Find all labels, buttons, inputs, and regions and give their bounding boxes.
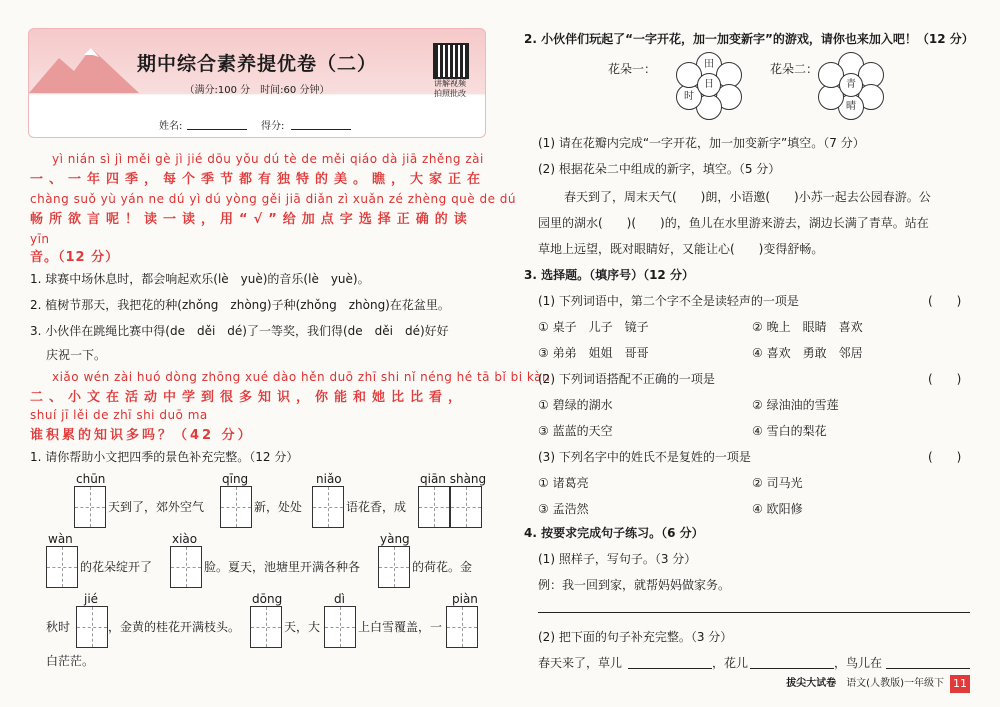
score-field[interactable] [291, 117, 351, 130]
char-box-qian[interactable] [418, 486, 450, 528]
passage-text: 上白雪覆盖，一 [358, 620, 443, 634]
q4-title: 4. 按要求完成句子练习。（6 分） [524, 526, 704, 540]
flower2-petal-bottom[interactable]: 晴 [838, 94, 864, 120]
char-box-shang[interactable] [450, 486, 482, 528]
q3-1-option-2: ② 晚上 眼睛 喜欢 [752, 320, 863, 334]
q3-3-option-4: ④ 欧阳修 [752, 502, 803, 516]
q4-2-blank-3[interactable] [886, 654, 970, 669]
q2-title: 2. 小伙伴们玩起了“一字开花，加一加变新字”的游戏，请你也来加入吧！（12 分） [524, 32, 974, 46]
q2-passage-2: 园里的湖水( )( )的，鱼儿在水里游来游去，湖边长满了青草。站在 [538, 216, 929, 230]
q3-2-option-2: ② 绿油油的雪莲 [752, 398, 839, 412]
passage-text: ，金黄的桂花开满枝头。 [108, 620, 241, 634]
q4-1-answer-line[interactable] [538, 598, 970, 613]
q4-sub1: (1) 照样子，写句子。（3 分） [538, 552, 697, 566]
name-label: 姓名: [159, 121, 183, 132]
box-pinyin-qing: qīng [222, 472, 249, 486]
passage-text: 的荷花。金 [412, 560, 473, 574]
q4-example: 例：我一回到家，就帮妈妈做家务。 [538, 578, 731, 592]
exam-header [28, 28, 486, 138]
char-box-qing[interactable] [220, 486, 252, 528]
sec1-pinyin-3: yīn [30, 232, 50, 246]
box-pinyin-wan: wàn [48, 532, 73, 546]
passage-text: 的花朵绽开了 [80, 560, 153, 574]
score-label: 得分: [261, 121, 285, 132]
box-pinyin-dong: dōng [252, 592, 283, 606]
box-pinyin-niao: niǎo [316, 472, 342, 486]
flower1-center: 日 [697, 73, 721, 97]
passage-text: 语花香，成 [346, 500, 407, 514]
q3-3-option-2: ② 司马光 [752, 476, 803, 490]
name-field[interactable] [187, 117, 247, 130]
char-box-jie[interactable] [76, 606, 108, 648]
passage-text: 新，处处 [254, 500, 303, 514]
q2-passage-1: 春天到了，周末天气( )朗，小语邀( )小苏一起去公园春游。公 [564, 190, 931, 204]
box-pinyin-di: dì [334, 592, 345, 606]
char-box-niao[interactable] [312, 486, 344, 528]
sec2-heading-1: 二、小文在活动中学到很多知识，你能和她比比看， [30, 390, 468, 405]
char-box-chun[interactable] [74, 486, 106, 528]
sec2-pinyin-1: xiǎo wén zài huó dòng zhōng xué dào hěn duō zhī shi nǐ néng hé tā bǐ bi kàn [52, 370, 551, 384]
q3-1-option-3: ③ 弟弟 姐姐 哥哥 [538, 346, 649, 360]
flower1-petal-top[interactable]: 田 [696, 52, 722, 78]
passage-text: 秋时 [46, 620, 71, 634]
char-box-di[interactable] [324, 606, 356, 648]
flower-one [676, 52, 740, 116]
q3-title: 3. 选择题。（填序号）（12 分） [524, 268, 694, 282]
q3-3-answer[interactable]: ( ) [928, 450, 962, 464]
page-number: 11 [950, 675, 970, 693]
flower2-center: 青 [839, 73, 863, 97]
q3-3-option-3: ③ 孟浩然 [538, 502, 589, 516]
box-pinyin-jie: jié [84, 592, 99, 606]
q4-2-part-a: 春天来了，草儿 [538, 656, 623, 670]
footer-info: 拔尖大试卷 语文(人教版)一年级下 [786, 678, 944, 689]
qr-code-icon[interactable] [433, 43, 469, 79]
sec2-pinyin-2: shuí jī lěi de zhī shi duō ma [30, 408, 208, 422]
sec1-pinyin-2: chàng suǒ yù yán ne dú yì dú yòng gěi jiā diǎn zì xuǎn zé zhèng què de dú [30, 192, 517, 206]
q2-sub1: (1) 请在花瓣内完成“一字开花，加一加变新字”填空。（7 分） [538, 136, 865, 150]
q3-1-option-1: ① 桌子 儿子 镜子 [538, 320, 649, 334]
box-pinyin-qianshang: qiān shàng [420, 472, 487, 486]
char-box-wan[interactable] [46, 546, 78, 588]
box-pinyin-chun: chūn [76, 472, 106, 486]
sec1-heading-3: 音。（12 分） [30, 250, 120, 265]
q3-1-stem: (1) 下列词语中，第二个字不全是读轻声的一项是 [538, 294, 799, 308]
q3-2-option-4: ④ 雪白的梨花 [752, 424, 827, 438]
q3-3-stem: (3) 下列名字中的姓氏不是复姓的一项是 [538, 450, 751, 464]
q3-2-option-3: ③ 蓝蓝的天空 [538, 424, 613, 438]
box-pinyin-xiao: xiào [172, 532, 198, 546]
sec1-item-3-cont: 庆祝一下。 [46, 348, 107, 362]
q4-2-blank-2[interactable] [750, 654, 834, 669]
q3-1-option-4: ④ 喜欢 勇敢 邻居 [752, 346, 863, 360]
q3-2-answer[interactable]: ( ) [928, 372, 962, 386]
q3-3-option-1: ① 诸葛亮 [538, 476, 589, 490]
flower1-label: 花朵一： [608, 62, 657, 76]
char-box-yang[interactable] [378, 546, 410, 588]
q4-sub2: (2) 把下面的句子补充完整。（3 分） [538, 630, 733, 644]
q2-sub2: (2) 根据花朵二中组成的新字，填空。（5 分） [538, 162, 781, 176]
q4-2-part-b: ，花儿 [712, 656, 749, 670]
sec1-item-2: 2. 植树节那天，我把花的种(zhǒng zhòng)子种(zhǒng zhòng)在花盆里。 [30, 298, 450, 312]
passage-text: 白茫茫。 [46, 654, 95, 668]
box-pinyin-yang: yàng [380, 532, 410, 546]
passage-text: 天到了，郊外空气 [108, 500, 205, 514]
q4-2-part-c: ，鸟儿在 [834, 656, 883, 670]
char-box-dong[interactable] [250, 606, 282, 648]
q3-2-option-1: ① 碧绿的湖水 [538, 398, 613, 412]
q2-passage-3: 草地上远望，既对眼睛好，又能让心( )变得舒畅。 [538, 242, 824, 256]
exam-title: 期中综合素养提优卷（二） [136, 53, 377, 75]
qr-caption: 讲解视频 拍照批改 [434, 79, 466, 98]
q3-2-stem: (2) 下列词语搭配不正确的一项是 [538, 372, 715, 386]
q3-1-answer[interactable]: ( ) [928, 294, 962, 308]
box-pinyin-pian: piàn [452, 592, 478, 606]
flower2-label: 花朵二： [770, 62, 819, 76]
passage-text: 天，大 [284, 620, 321, 634]
passage-text: 脸。夏天，池塘里开满各种各 [204, 560, 361, 574]
flower1-petal-bl[interactable]: 时 [676, 84, 702, 110]
exam-subtitle: （满分:100 分 时间:60 分钟） [184, 85, 330, 96]
sec2-q1: 1. 请你帮助小文把四季的景色补充完整。（12 分） [30, 450, 299, 464]
sec1-item-3: 3. 小伙伴在跳绳比赛中得(de děi dé)了一等奖，我们得(de děi dé)好好 [30, 324, 449, 338]
char-box-xiao[interactable] [170, 546, 202, 588]
char-box-pian[interactable] [446, 606, 478, 648]
sec1-heading-1: 一、一年四季，每个季节都有独特的美。瞧，大家正在 [30, 172, 487, 187]
q4-2-blank-1[interactable] [628, 654, 712, 669]
sec2-heading-2: 谁积累的知识多吗？（42 分） [30, 428, 254, 443]
right-page [500, 0, 1000, 707]
flower-two [818, 52, 882, 116]
sec1-heading-2: 畅所欲言呢！读一读，用“√”给加点字选择正确的读 [30, 212, 473, 227]
sec1-item-1: 1. 球赛中场休息时，都会响起欢乐(lè yuè)的音乐(lè yuè)。 [30, 272, 370, 286]
sec1-pinyin-1: yì nián sì jì měi gè jì jié dōu yǒu dú tè de měi qiáo dà jiā zhěng zài [52, 152, 484, 166]
